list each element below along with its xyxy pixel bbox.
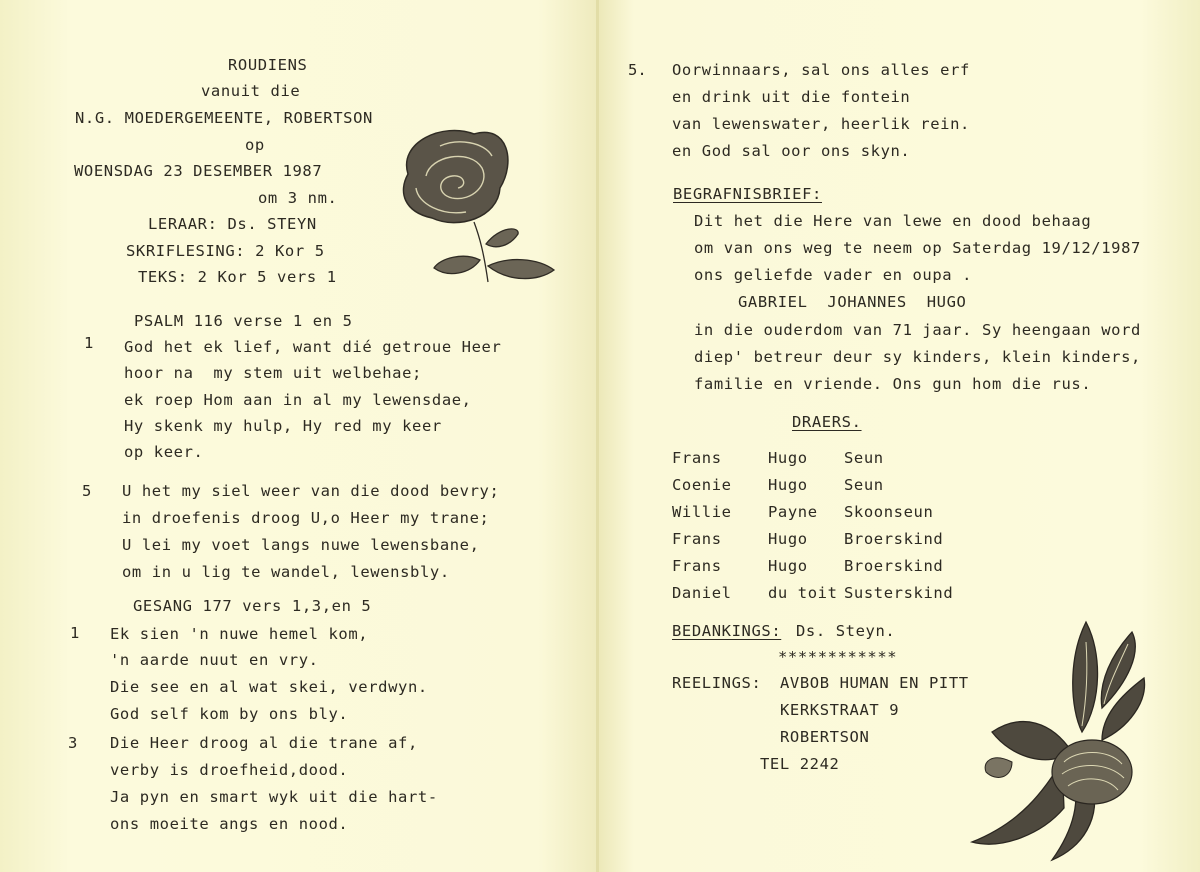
gesang-v5-line-4: en God sal oor ons skyn.	[672, 142, 911, 160]
gesang-v1-line-4: God self kom by ons bly.	[110, 705, 349, 723]
header-roudiens: ROUDIENS	[228, 56, 308, 74]
gesang-verse-number-1: 1	[70, 624, 80, 642]
psalm-v5-line-4: om in u lig te wandel, lewensbly.	[122, 563, 450, 581]
psalm-v1-line-2: hoor na my stem uit welbehae;	[124, 364, 422, 382]
header-teks: TEKS: 2 Kor 5 vers 1	[138, 268, 337, 286]
header-vanuit: vanuit die	[201, 82, 301, 100]
draer-first-name: Daniel	[672, 584, 732, 602]
draer-relation: Seun	[844, 476, 884, 494]
draer-last-name: du toit	[768, 584, 838, 602]
draer-first-name: Coenie	[672, 476, 732, 494]
psalm-v5-line-1: U het my siel weer van die dood bevry;	[122, 482, 500, 500]
psalm-title: PSALM 116 verse 1 en 5	[134, 312, 353, 330]
gesang-v1-line-3: Die see en al wat skei, verdwyn.	[110, 678, 428, 696]
draer-relation: Skoonseun	[844, 503, 934, 521]
gesang-verse-number-5: 5.	[628, 61, 647, 79]
header-time: om 3 nm.	[258, 189, 338, 207]
header-church: N.G. MOEDERGEMEENTE, ROBERTSON	[75, 109, 373, 127]
begrafnisbrief-line-2: om van ons weg te neem op Saterdag 19/12/1987	[694, 239, 1141, 257]
begrafnisbrief-line-5: diep' betreur deur sy kinders, klein kinders,	[694, 348, 1141, 366]
draer-last-name: Payne	[768, 503, 818, 521]
gesang-v3-line-2: verby is droefheid,dood.	[110, 761, 349, 779]
bedankings-label: BEDANKINGS:	[672, 622, 782, 640]
begrafnisbrief-heading: BEGRAFNISBRIEF:	[673, 185, 822, 203]
begrafnisbrief-line-4: in die ouderdom van 71 jaar. Sy heengaan word	[694, 321, 1141, 339]
rose-illustration	[388, 122, 560, 298]
reelings-line-3: ROBERTSON	[780, 728, 870, 746]
psalm-v1-line-4: Hy skenk my hulp, Hy red my keer	[124, 417, 442, 435]
psalm-v1-line-3: ek roep Hom aan in al my lewensdae,	[124, 391, 472, 409]
draer-relation: Seun	[844, 449, 884, 467]
begrafnisbrief-line-3: ons geliefde vader en oupa .	[694, 266, 973, 284]
gesang-v1-line-1: Ek sien 'n nuwe hemel kom,	[110, 625, 369, 643]
header-leraar: LERAAR: Ds. STEYN	[148, 215, 317, 233]
psalm-v5-line-3: U lei my voet langs nuwe lewensbane,	[122, 536, 480, 554]
header-date: WOENSDAG 23 DESEMBER 1987	[74, 162, 323, 180]
gesang-v3-line-3: Ja pyn en smart wyk uit die hart-	[110, 788, 438, 806]
gesang-title: GESANG 177 vers 1,3,en 5	[133, 597, 372, 615]
gesang-v3-line-4: ons moeite angs en nood.	[110, 815, 349, 833]
gesang-v3-line-1: Die Heer droog al die trane af,	[110, 734, 418, 752]
reelings-line-2: KERKSTRAAT 9	[780, 701, 900, 719]
draer-first-name: Willie	[672, 503, 732, 521]
psalm-v1-line-1: God het ek lief, want dié getroue Heer	[124, 338, 502, 356]
stars-divider: ************	[778, 648, 898, 666]
gesang-v5-line-1: Oorwinnaars, sal ons alles erf	[672, 61, 970, 79]
page-fold	[596, 0, 599, 872]
draer-relation: Broerskind	[844, 557, 944, 575]
bedankings-value: Ds. Steyn.	[796, 622, 896, 640]
draer-relation: Susterskind	[844, 584, 954, 602]
begrafnisbrief-line-1: Dit het die Here van lewe en dood behaag	[694, 212, 1092, 230]
draer-first-name: Frans	[672, 557, 722, 575]
draer-last-name: Hugo	[768, 530, 808, 548]
header-op: op	[245, 136, 265, 154]
draer-last-name: Hugo	[768, 449, 808, 467]
header-skriflesing: SKRIFLESING: 2 Kor 5	[126, 242, 325, 260]
draer-relation: Broerskind	[844, 530, 944, 548]
reelings-label: REELINGS:	[672, 674, 762, 692]
psalm-v1-line-5: op keer.	[124, 443, 204, 461]
draer-first-name: Frans	[672, 530, 722, 548]
psalm-verse-number-5: 5	[82, 482, 92, 500]
reelings-line-1: AVBOB HUMAN EN PITT	[780, 674, 969, 692]
gesang-v1-line-2: 'n aarde nuut en vry.	[110, 651, 319, 669]
reelings-tel: TEL 2242	[760, 755, 840, 773]
draer-last-name: Hugo	[768, 476, 808, 494]
psalm-verse-number-1: 1	[84, 334, 94, 352]
draers-heading: DRAERS.	[792, 413, 862, 431]
psalm-v5-line-2: in droefenis droog U,o Heer my trane;	[122, 509, 490, 527]
protea-illustration	[952, 612, 1152, 866]
gesang-v5-line-3: van lewenswater, heerlik rein.	[672, 115, 970, 133]
begrafnisbrief-line-6: familie en vriende. Ons gun hom die rus.	[694, 375, 1092, 393]
draer-last-name: Hugo	[768, 557, 808, 575]
deceased-name: GABRIEL JOHANNES HUGO	[738, 293, 967, 311]
gesang-verse-number-3: 3	[68, 734, 78, 752]
gesang-v5-line-2: en drink uit die fontein	[672, 88, 911, 106]
draer-first-name: Frans	[672, 449, 722, 467]
